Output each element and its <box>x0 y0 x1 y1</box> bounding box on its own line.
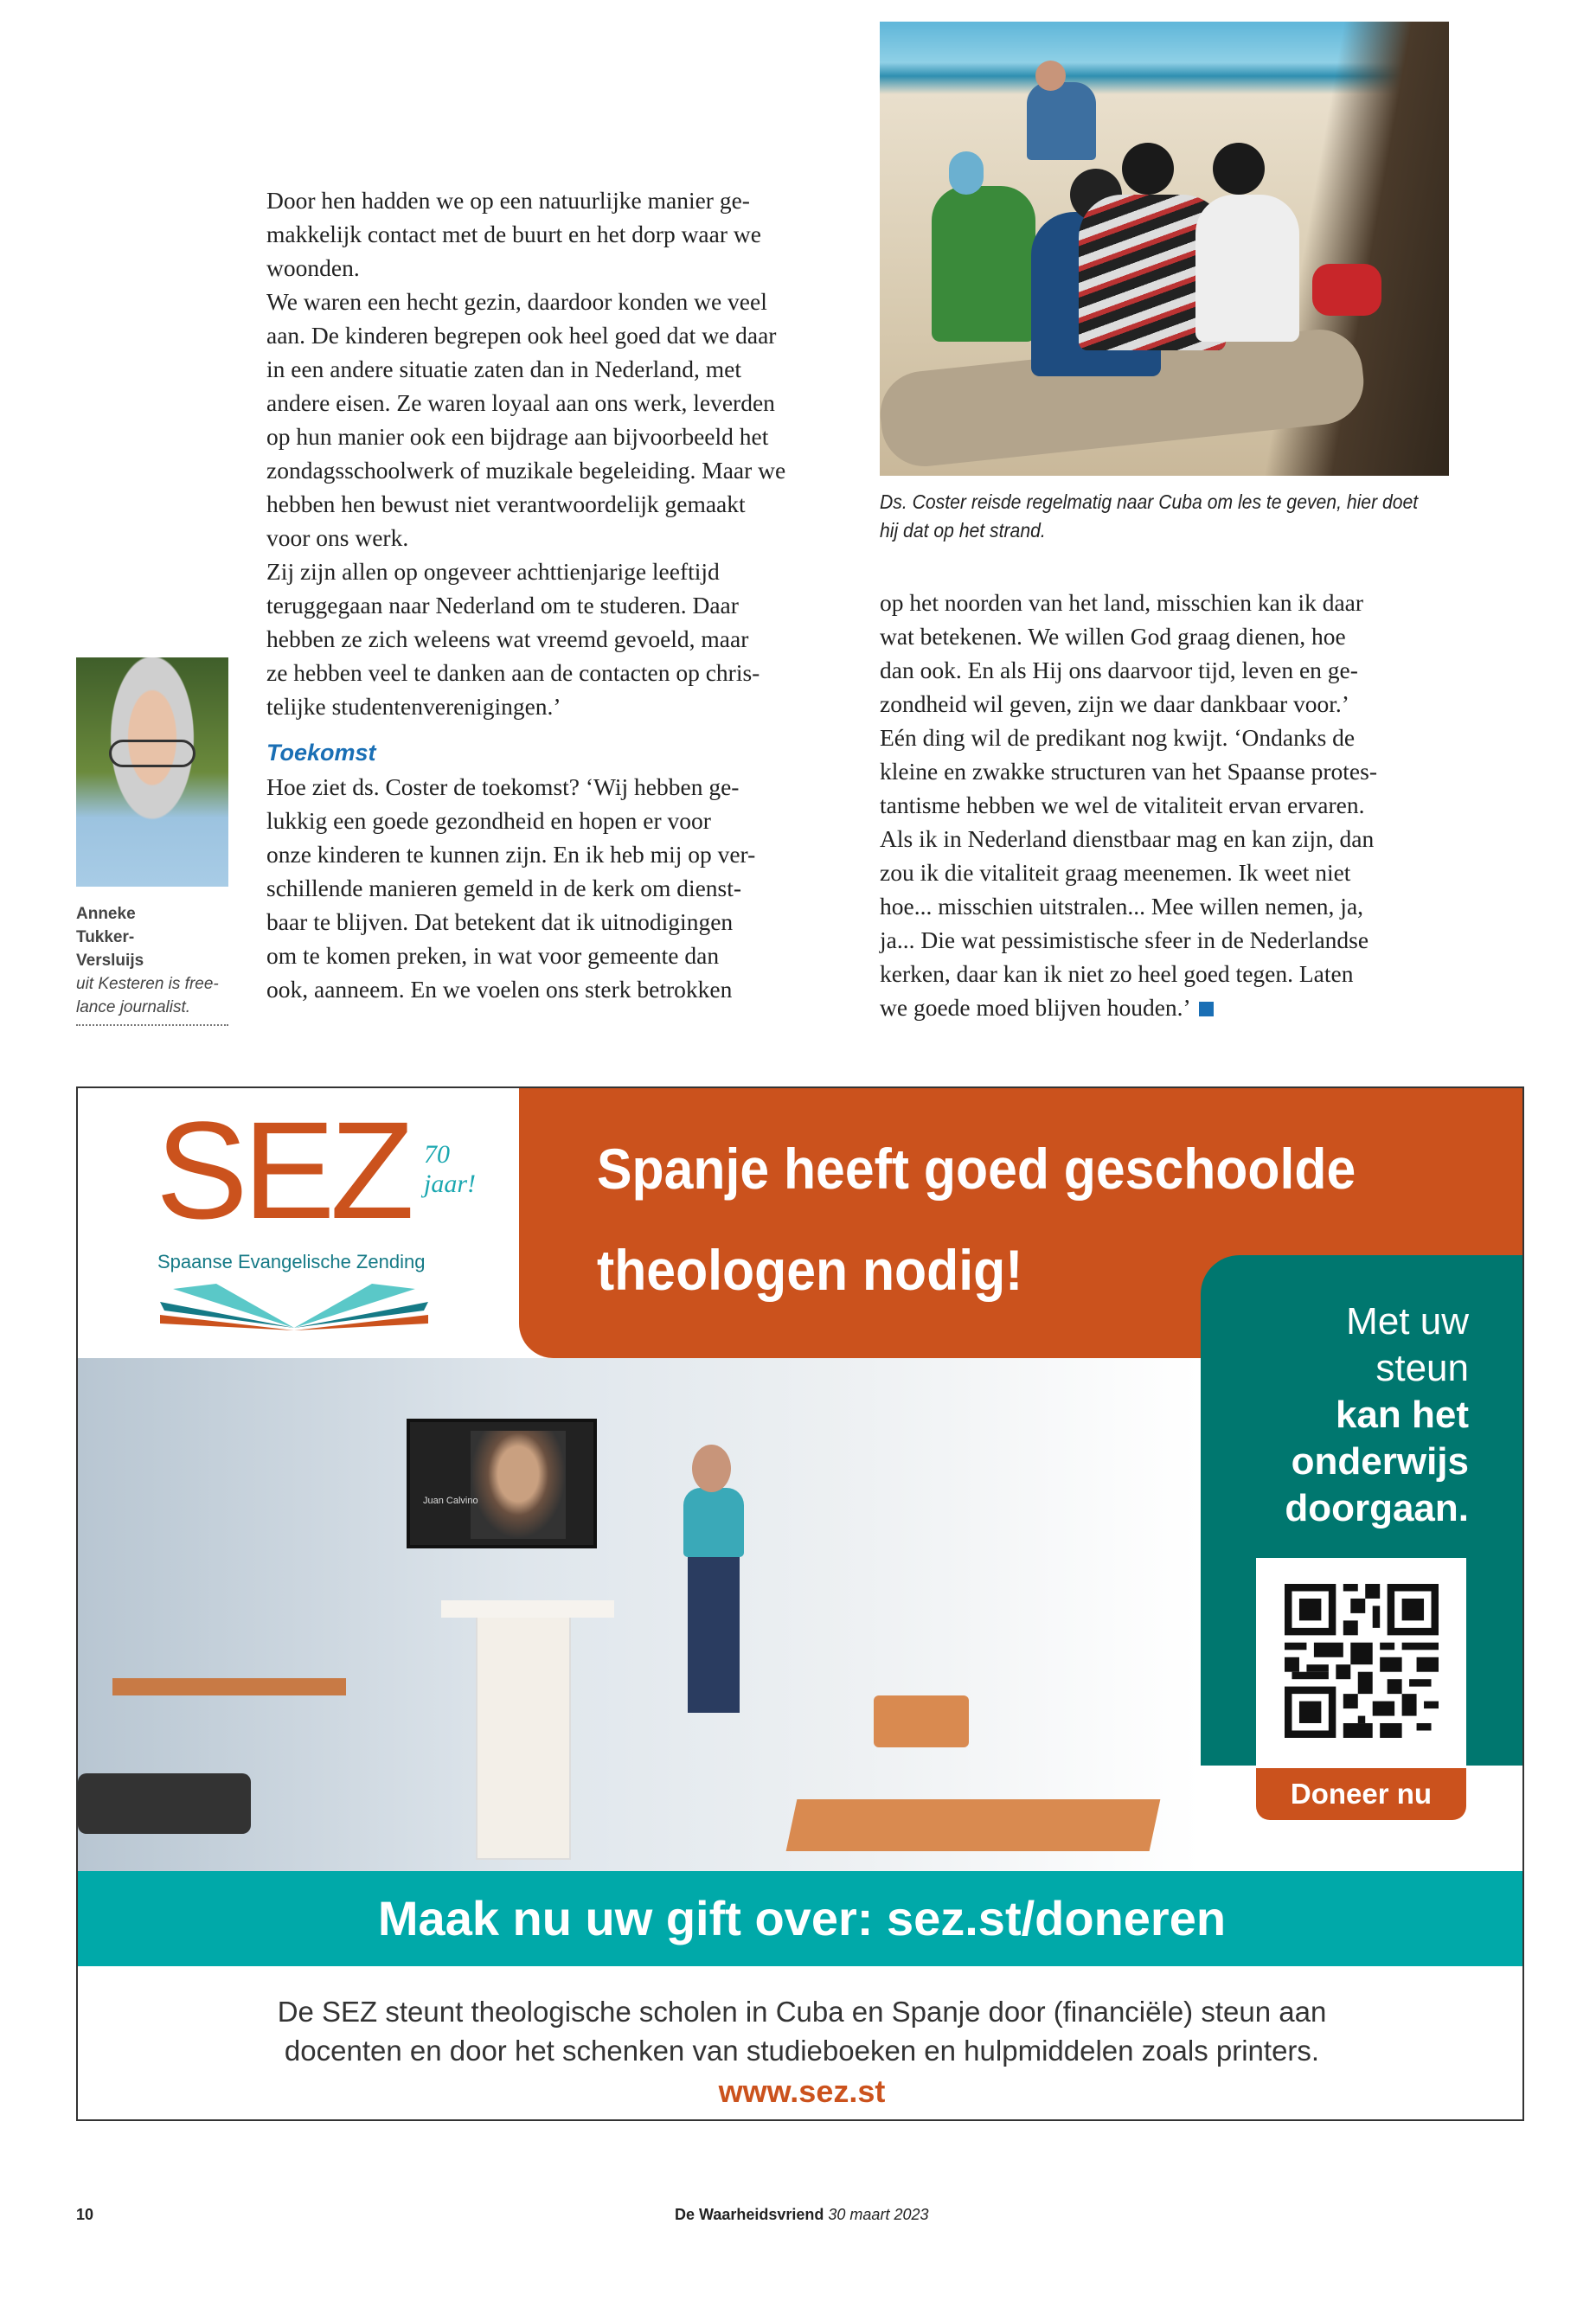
text-line: zondheid wil geven, zijn we daar dankbaar voor.’ <box>880 690 1349 717</box>
text-line: ja... Die wat pessimistische sfeer in de Nederlandse <box>880 926 1369 953</box>
tv-screen <box>407 1419 597 1548</box>
text-line: Als ik in Nederland dienstbaar mag en kan zijn, dan <box>880 825 1375 852</box>
author-name: Anneke Tukker-Versluijs <box>76 905 144 970</box>
text-line: aan. De kinderen begrepen ook heel goed dat we daar <box>266 322 777 349</box>
lectern <box>476 1609 571 1860</box>
website-link[interactable]: www.sez.st <box>718 2073 886 2109</box>
sez-advertisement <box>76 1086 1524 2121</box>
support-text <box>1285 1298 1469 1532</box>
publication-name: De Waarheidsvriend <box>675 2206 824 2223</box>
text-line: telijke studentenverenigingen.’ <box>266 693 561 720</box>
text-line: makkelijk contact met de buurt en het dorp waar we <box>266 221 761 247</box>
donate-button[interactable]: Doneer nu <box>1256 1768 1466 1820</box>
end-mark-icon <box>1199 1002 1214 1016</box>
logo-subtitle: Spaanse Evangelische Zending <box>157 1251 426 1272</box>
logo-letters: SEZ <box>156 1093 410 1247</box>
author-photo <box>76 657 228 887</box>
ad-text-line: docenten en door het schenken van studieboeken en hulpmiddelen zoals printers. <box>284 2035 1320 2067</box>
caption-line: hij dat op het strand. <box>880 519 1046 542</box>
text-line: andere eisen. Ze waren loyaal aan ons werk, leverden <box>266 389 775 416</box>
text-line: hebben ze zich weleens wat vreemd gevoeld, maar <box>266 625 749 652</box>
text-line: schillende manieren gemeld in de kerk om dienst- <box>266 875 742 901</box>
author-bio: uit Kesteren is free-lance journalist. <box>76 975 219 1016</box>
article-column-right <box>880 586 1377 1024</box>
text-line: tantisme hebben we wel de vitaliteit ervan ervaren. <box>880 792 1365 818</box>
page-number: 10 <box>76 2206 94 2223</box>
text-line: Door hen hadden we op een natuurlijke manier ge- <box>266 187 750 214</box>
publication-footer <box>675 2206 928 2224</box>
article-column-left <box>266 183 785 1006</box>
text-line: Zij zijn allen op ongeveer achttienjarige leeftijd <box>266 558 720 585</box>
support-panel <box>1201 1255 1524 1766</box>
support-line: Met uw <box>1346 1300 1469 1343</box>
text-line: Hoe ziet ds. Coster de toekomst? ‘Wij hebben ge- <box>266 773 740 800</box>
ad-headline: theologen nodig! <box>597 1238 1023 1302</box>
text-line: kleine en zwakke structuren van het Spaanse protes- <box>880 758 1377 785</box>
support-line: onderwijs <box>1291 1440 1469 1483</box>
beach-class-photo <box>880 22 1449 476</box>
ad-text-line: De SEZ steunt theologische scholen in Cuba en Spanje door (financiële) steun aan <box>277 1996 1327 2028</box>
text-line: op hun manier ook een bijdrage aan bijvoorbeeld het <box>266 423 769 450</box>
support-line: steun <box>1375 1347 1469 1389</box>
text-line: hoe... misschien uitstralen... Mee willen nemen, ja, <box>880 893 1364 920</box>
text-line: We waren een hecht gezin, daardoor konden we veel <box>266 288 767 315</box>
caption-line: Ds. Coster reisde regelmatig naar Cuba om les te geven, hier doet <box>880 490 1419 513</box>
text-line: ze hebben veel te danken aan de contacten op chris- <box>266 659 760 686</box>
donation-link-banner[interactable]: Maak nu uw gift over: sez.st/doneren <box>78 1871 1524 1966</box>
text-line: teruggegaan naar Nederland om te studeren. Daar <box>266 592 739 619</box>
text-line: in een andere situatie zaten dan in Nederland, met <box>266 356 741 382</box>
text-line: op het noorden van het land, misschien kan ik daar <box>880 589 1364 616</box>
photo-caption <box>880 488 1418 545</box>
text-line: voor ons werk. <box>266 524 409 551</box>
qr-code[interactable] <box>1256 1558 1466 1768</box>
text-line: woonden. <box>266 254 360 281</box>
support-line: doorgaan. <box>1285 1487 1469 1529</box>
sez-logo <box>156 1093 502 1330</box>
text-line: dan ook. En als Hij ons daarvoor tijd, leven en ge- <box>880 657 1358 683</box>
qr-code-icon <box>1285 1584 1439 1738</box>
screen-caption: Juan Calvino <box>423 1496 478 1506</box>
text-line: om te komen preken, in wat voor gemeente dan <box>266 942 720 969</box>
text-line: baar te blijven. Dat betekent dat ik uitnodigingen <box>266 908 734 935</box>
text-line: ook, aanneem. En we voelen ons sterk betrokken <box>266 976 733 1003</box>
text-line: wat betekenen. We willen God graag dienen, hoe <box>880 623 1346 650</box>
text-line: lukkig een goede gezondheid en hopen er voor <box>266 807 711 834</box>
author-info <box>76 902 232 1026</box>
text-line: zou ik die vitaliteit graag meenemen. Ik weet niet <box>880 859 1351 886</box>
publication-date: 30 maart 2023 <box>828 2206 929 2223</box>
ad-description <box>78 1992 1524 2111</box>
support-line: kan het <box>1335 1394 1469 1436</box>
text-line: kerken, daar kan ik niet zo heel goed tegen. Laten <box>880 960 1354 987</box>
logo-anniversary: 70 jaar! <box>424 1140 476 1198</box>
open-book-icon <box>156 1280 433 1332</box>
text-line: Eén ding wil de predikant nog kwijt. ‘Ondanks de <box>880 724 1356 751</box>
classroom-photo <box>78 1358 1201 1871</box>
text-line: hebben hen bewust niet verantwoordelijk gemaakt <box>266 490 746 517</box>
text-line: onze kinderen te kunnen zijn. En ik heb mij op ver- <box>266 841 756 868</box>
ad-headline: Spanje heeft goed geschoolde <box>597 1137 1356 1201</box>
text-line: zondagsschoolwerk of muzikale begeleiding. Maar we <box>266 457 786 484</box>
text-line: we goede moed blijven houden.’ <box>880 994 1189 1021</box>
subheading: Toekomst <box>266 740 376 766</box>
